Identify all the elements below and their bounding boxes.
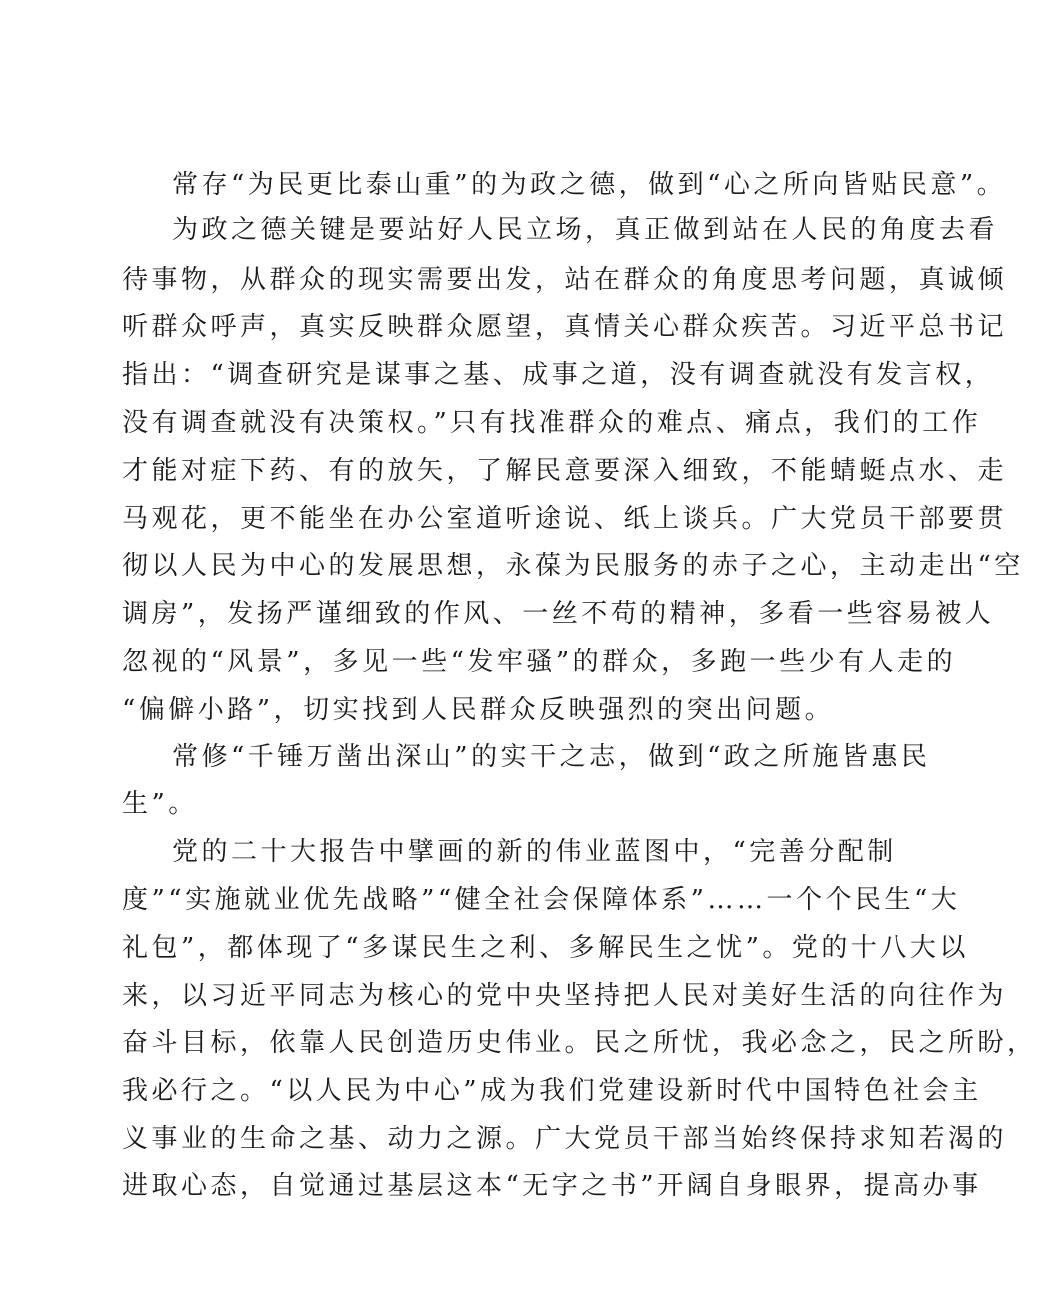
text-line: 没有调查就没有决策权。”只有找准群众的难点、痛点，我们的工作 xyxy=(122,408,982,438)
text-line: 才能对症下药、有的放矢，了解民意要深入细致，不能蜻蜓点水、走 xyxy=(122,456,1008,486)
text-line: 待事物，从群众的现实需要出发，站在群众的角度思考问题，真诚倾 xyxy=(122,265,1008,295)
text-line: 进取心态，自觉通过基层这本“无字之书”开阔自身眼界，提高办事 xyxy=(122,1171,982,1201)
text-line: 生”。 xyxy=(122,789,198,819)
text-line: “偏僻小路”，切实找到人民群众反映强烈的突出问题。 xyxy=(122,695,835,725)
text-line: 礼包”，都体现了“多谋民生之利、多解民生之忧”。党的十八大以 xyxy=(122,933,969,963)
text-line: 义事业的生命之基、动力之源。广大党员干部当始终保持求知若渴的 xyxy=(122,1124,1008,1154)
text-line: 党的二十大报告中擘画的新的伟业蓝图中，“完善分配制 xyxy=(172,837,897,867)
text-line: 奋斗目标，依靠人民创造历史伟业。民之所忧，我必念之，民之所盼， xyxy=(122,1028,1037,1058)
text-line: 忽视的“风景”，多见一些“发牢骚”的群众，多跑一些少有人走的 xyxy=(122,647,957,677)
text-line: 我必行之。“以人民为中心”成为我们党建设新时代中国特色社会主 xyxy=(122,1076,982,1106)
text-line: 指出：“调查研究是谋事之基、成事之道，没有调查就没有发言权， xyxy=(122,360,995,390)
text-line: 度”“实施就业优先战略”“健全社会保障体系”……一个个民生“大 xyxy=(122,885,961,915)
text-line: 常存“为民更比泰山重”的为政之德，做到“心之所向皆贴民意”。 xyxy=(172,170,1007,200)
text-line: 彻以人民为中心的发展思想，永葆为民服务的赤子之心，主动走出“空 xyxy=(122,551,1024,581)
text-line: 来，以习近平同志为核心的党中央坚持把人民对美好生活的向往作为 xyxy=(122,981,1008,1011)
text-line: 常修“千锤万凿出深山”的实干之志，做到“政之所施皆惠民 xyxy=(172,742,931,772)
text-line: 马观花，更不能坐在办公室道听途说、纸上谈兵。广大党员干部要贯 xyxy=(122,504,1008,534)
text-line: 为政之德关键是要站好人民立场，真正做到站在人民的角度去看 xyxy=(172,215,999,245)
text-line: 听群众呼声，真实反映群众愿望，真情关心群众疾苦。习近平总书记 xyxy=(122,312,1008,342)
text-line: 调房”，发扬严谨细致的作风、一丝不苟的精神，多看一些容易被人 xyxy=(122,599,995,629)
